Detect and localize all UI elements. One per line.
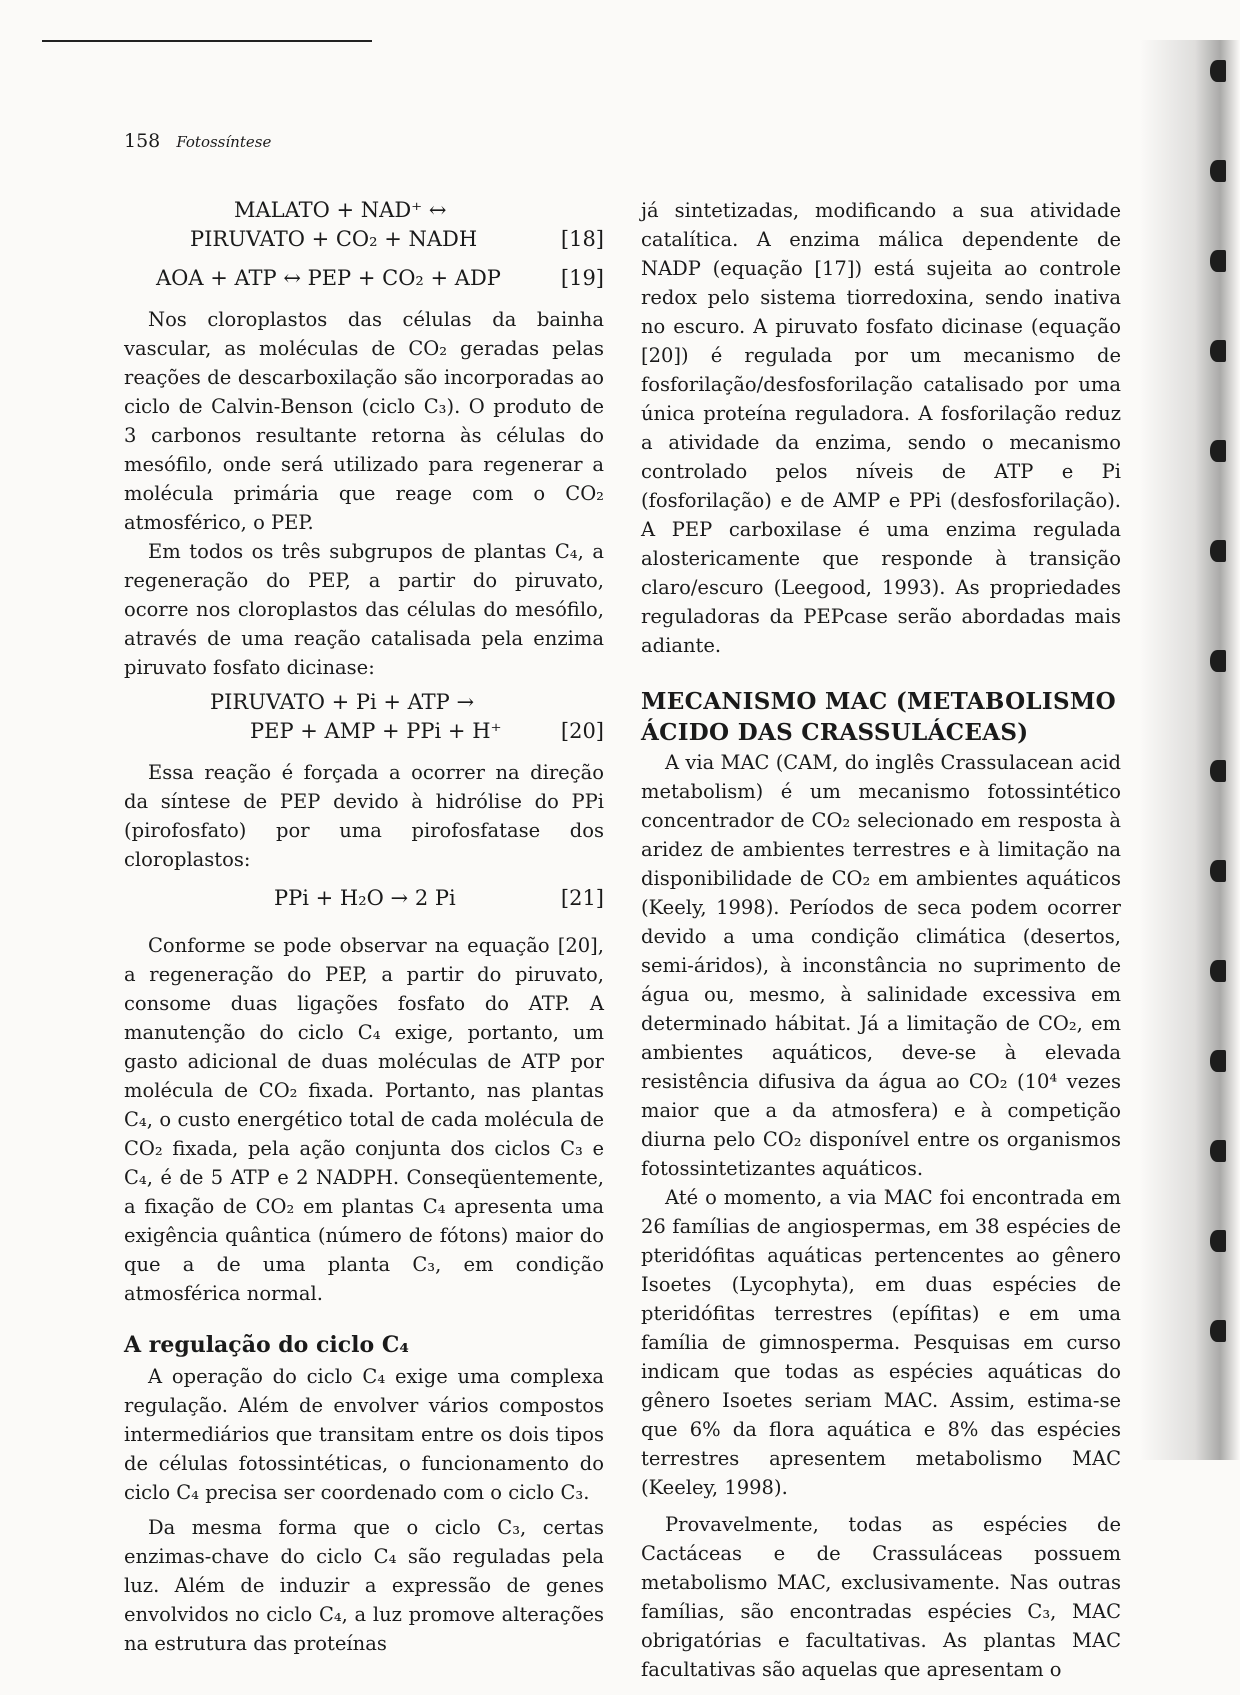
paragraph: Da mesma forma que o ciclo C₃, certas enzimas-chave do ciclo C₄ são reguladas pela luz. Além de induzir a expressão de genes envolvidos no ciclo C₄, a luz promove alterações na estrutura das proteínas: [124, 1516, 604, 1655]
equation-21-tag: [21]: [560, 886, 604, 910]
left-column: [124, 196, 604, 1658]
paragraph: Até o momento, a via MAC foi encontrada em 26 famílias de angiospermas, em 38 espécies de pteridófitas aquáticas pertencentes ao gênero Isoetes (Lycophyta), em duas espécies de pteridófitas terrestres (epífitas) e em uma família de gimnosperma. Pesquisas em curso indicam que todas as espécies aquáticas do gênero Isoetes seriam MAC. Assim, estima-se que 6% da flora aquática e 8% das espécies terrestres apresentem metabolismo MAC (Keeley, 1998).: [641, 1186, 1121, 1499]
equation-18-tag: [18]: [560, 227, 604, 251]
equation-18-line-1: MALATO + NAD⁺ ↔: [234, 198, 447, 222]
section-heading-line-2: ÁCIDO DAS CRASSULÁCEAS): [641, 719, 1029, 746]
paragraph: A operação do ciclo C₄ exige uma complexa regulação. Além de envolver vários compostos intermediários que transitam entre os dois tipos de células fotossintéticas, o funcionamento do ciclo C₄ precisa ser coordenado com o ciclo C₃.: [124, 1365, 604, 1504]
equation-20-line-2: PEP + AMP + PPi + H⁺: [250, 719, 502, 743]
equation-21-line: PPi + H₂O → 2 Pi: [274, 886, 456, 910]
paragraph: Em todos os três subgrupos de plantas C₄, a regeneração do PEP, a partir do piruvato, ocorre nos cloroplastos das células do mesófilo, através de uma reação catalisada pela enzima piruvato fosfato dicinase:: [124, 540, 604, 679]
right-column: [641, 196, 1121, 1684]
equation-20: [124, 688, 604, 746]
running-title: Fotossíntese: [176, 133, 272, 151]
running-head: [124, 130, 271, 152]
equation-19-line: AOA + ATP ↔ PEP + CO₂ + ADP: [156, 266, 501, 290]
section-heading-line-1: MECANISMO MAC (METABOLISMO: [641, 688, 1116, 715]
paragraph: Nos cloroplastos das células da bainha vascular, as moléculas de CO₂ geradas pelas reações de descarboxilação são incorporadas ao ciclo de Calvin-Benson (ciclo C₃). O produto de 3 carbonos resultante retorna às células do mesófilo, onde será utilizado para regenerar a molécula primária que reage com o CO₂ atmosférico, o PEP.: [124, 308, 604, 534]
paragraph: Essa reação é forçada a ocorrer na direção da síntese de PEP devido à hidrólise do PPi (pirofosfato) por uma pirofosfatase dos cloroplastos:: [124, 761, 604, 871]
section-heading: [641, 686, 1121, 748]
equation-20-line-1: PIRUVATO + Pi + ATP →: [210, 690, 475, 714]
paragraph: já sintetizadas, modificando a sua atividade catalítica. A enzima málica dependente de NADP (equação [17]) está sujeita ao controle redox pelo sistema tiorredoxina, sendo inativa no escuro. A piruvato fosfato dicinase (equação [20]) é regulada por um mecanismo de fosforilação/desfosforilação catalisado por uma única proteína reguladora. A fosforilação reduz a atividade da enzima, sendo o mecanismo controlado pelos níveis de ATP e Pi (fosforilação) e de AMP e PPi (desfosforilação). A PEP carboxilase é uma enzima regulada alostericamente que responde à transição claro/escuro (Leegood, 1993). As propriedades reguladoras da PEPcase serão abordadas mais adiante.: [641, 199, 1121, 657]
equation-20-tag: [20]: [560, 719, 604, 743]
equation-21: [124, 884, 604, 913]
page-number: 158: [124, 130, 161, 152]
equation-19-tag: [19]: [560, 266, 604, 290]
section-heading: A regulação do ciclo C₄: [124, 1332, 409, 1358]
equation-18: [124, 196, 604, 254]
paragraph: A via MAC (CAM, do inglês Crassulacean acid metabolism) é um mecanismo fotossintético concentrador de CO₂ selecionado em resposta à aridez de ambientes terrestres e à limitação na disponibilidade de CO₂ em ambientes aquáticos (Keely, 1998). Períodos de seca podem ocorrer devido a uma condição climática (desertos, semi-áridos), à inconstância no suprimento de água ou, mesmo, à salinidade excessiva em determinado hábitat. Já a limitação de CO₂, em ambientes aquáticos, deve-se à elevada resistência difusiva da água ao CO₂ (10⁴ vezes maior que a da atmosfera) e à competição diurna pelo CO₂ disponível entre os organismos fotossintetizantes aquáticos.: [641, 751, 1121, 1180]
paragraph: Conforme se pode observar na equação [20], a regeneração do PEP, a partir do piruvato, consome duas ligações fosfato do ATP. A manutenção do ciclo C₄ exige, portanto, um gasto adicional de duas moléculas de ATP por molécula de CO₂ fixada. Portanto, nas plantas C₄, o custo energético total de cada molécula de CO₂ fixada, pela ação conjunta dos ciclos C₃ e C₄, é de 5 ATP e 2 NADPH. Conseqüentemente, a fixação de CO₂ em plantas C₄ apresenta uma exigência quântica (número de fótons) maior do que a de uma planta C₃, em condição atmosférica normal.: [124, 934, 604, 1305]
equation-18-line-2: PIRUVATO + CO₂ + NADH: [190, 227, 478, 251]
page-binding-edge: [1140, 40, 1240, 1460]
equation-19: [124, 264, 604, 293]
paragraph: Provavelmente, todas as espécies de Cactáceas e de Crassuláceas possuem metabolismo MAC, exclusivamente. Nas outras famílias, são encontradas espécies C₃, MAC obrigatórias e facultativas. As plantas MAC facultativas são aquelas que apresentam o: [641, 1513, 1121, 1681]
top-rule: [42, 40, 372, 42]
